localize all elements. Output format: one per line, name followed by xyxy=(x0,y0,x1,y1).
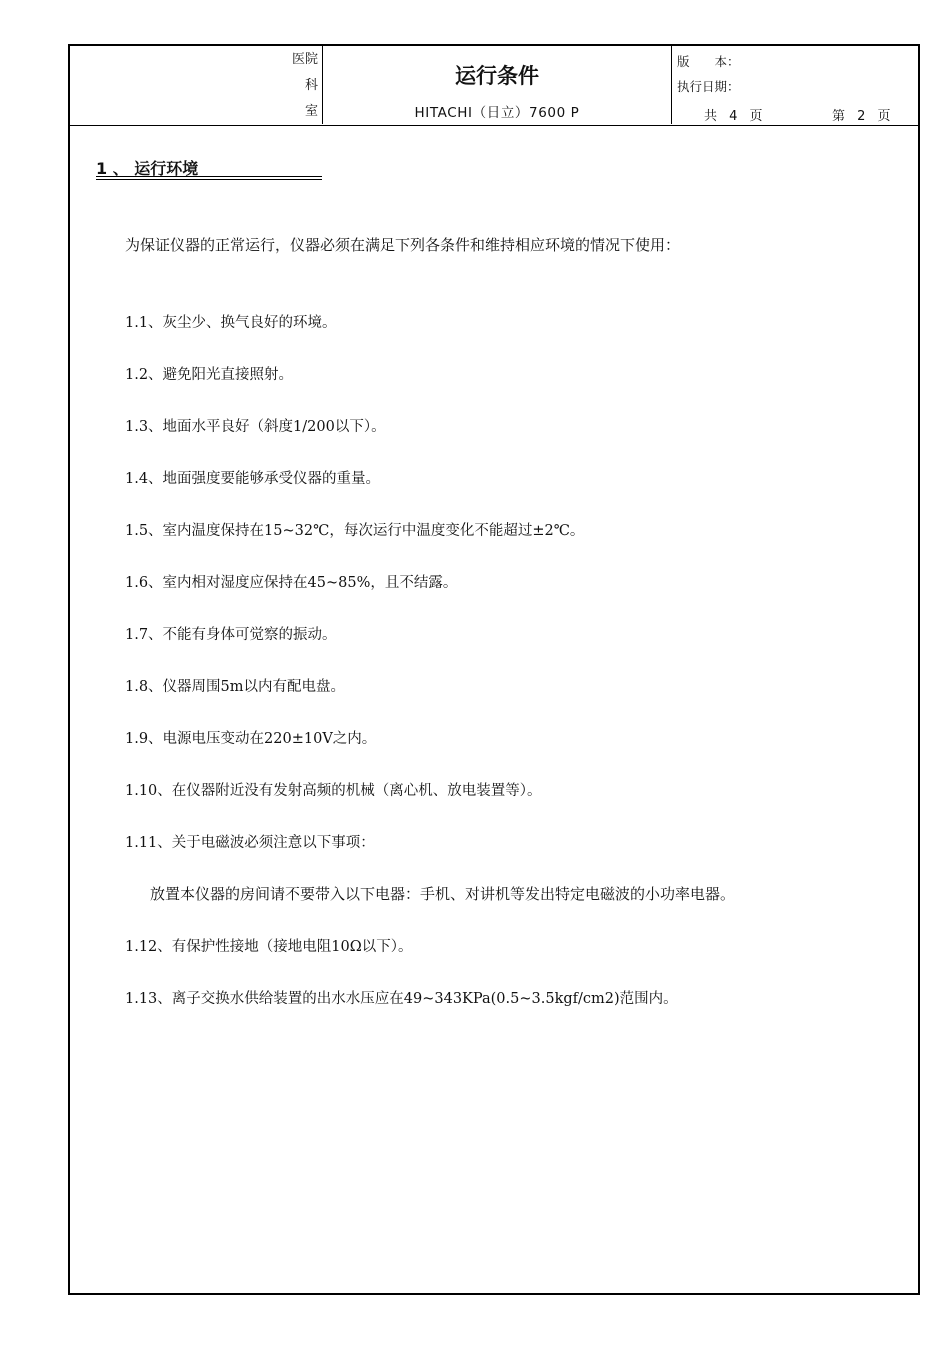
list-item: 1.12、有保护性接地（接地电阻10Ω以下）。 xyxy=(125,939,413,955)
list-item: 1.10、在仪器附近没有发射高频的机械（离心机、放电装置等）。 xyxy=(125,783,542,799)
title-cell xyxy=(323,46,672,124)
room-label: 室 xyxy=(304,104,318,119)
list-item: 1.9、电源电压变动在220±10V之内。 xyxy=(125,731,377,747)
document-frame xyxy=(68,44,920,1295)
version-label: 版 本： xyxy=(677,54,740,69)
total-pages: 共 4 页 xyxy=(704,109,767,124)
hospital-label: 医院 xyxy=(291,52,318,67)
list-item: 1.11、关于电磁波必须注意以下事项： xyxy=(125,835,375,851)
document-header xyxy=(70,46,918,126)
list-item: 1.6、室内相对湿度应保持在45~85%，且不结露。 xyxy=(125,575,458,591)
list-item: 1.5、室内温度保持在15~32℃，每次运行中温度变化不能超过±2℃。 xyxy=(125,523,585,539)
list-item: 1.8、仪器周围5m以内有配电盘。 xyxy=(125,679,346,695)
document-subtitle: HITACHI（日立）7600 P xyxy=(414,105,580,121)
section-intro: 为保证仪器的正常运行，仪器必须在满足下列各条件和维持相应环境的情况下使用： xyxy=(125,236,681,254)
list-item-note: 放置本仪器的房间请不要带入以下电器：手机、对讲机等发出特定电磁波的小功率电器。 xyxy=(150,885,736,903)
list-item: 1.2、避免阳光直接照射。 xyxy=(125,367,294,383)
section-title: 1 、 运行环境 xyxy=(96,159,199,178)
section-underline xyxy=(96,176,322,177)
meta-cell xyxy=(672,46,920,124)
list-item: 1.4、地面强度要能够承受仪器的重量。 xyxy=(125,471,381,487)
hospital-cell xyxy=(70,46,323,124)
list-item: 1.3、地面水平良好（斜度1/200以下）。 xyxy=(125,419,386,435)
list-item: 1.7、不能有身体可觉察的振动。 xyxy=(125,627,337,643)
current-page: 第 2 页 xyxy=(832,109,895,124)
list-item: 1.13、离子交换水供给装置的出水水压应在49~343KPa(0.5~3.5kgf/cm2)范围内。 xyxy=(125,991,678,1007)
list-item: 1.1、灰尘少、换气良好的环境。 xyxy=(125,315,337,331)
section-underline-2 xyxy=(96,179,322,180)
document-title: 运行条件 xyxy=(455,64,539,88)
department-label: 科 xyxy=(304,78,318,93)
exec-date-label: 执行日期： xyxy=(677,79,740,94)
